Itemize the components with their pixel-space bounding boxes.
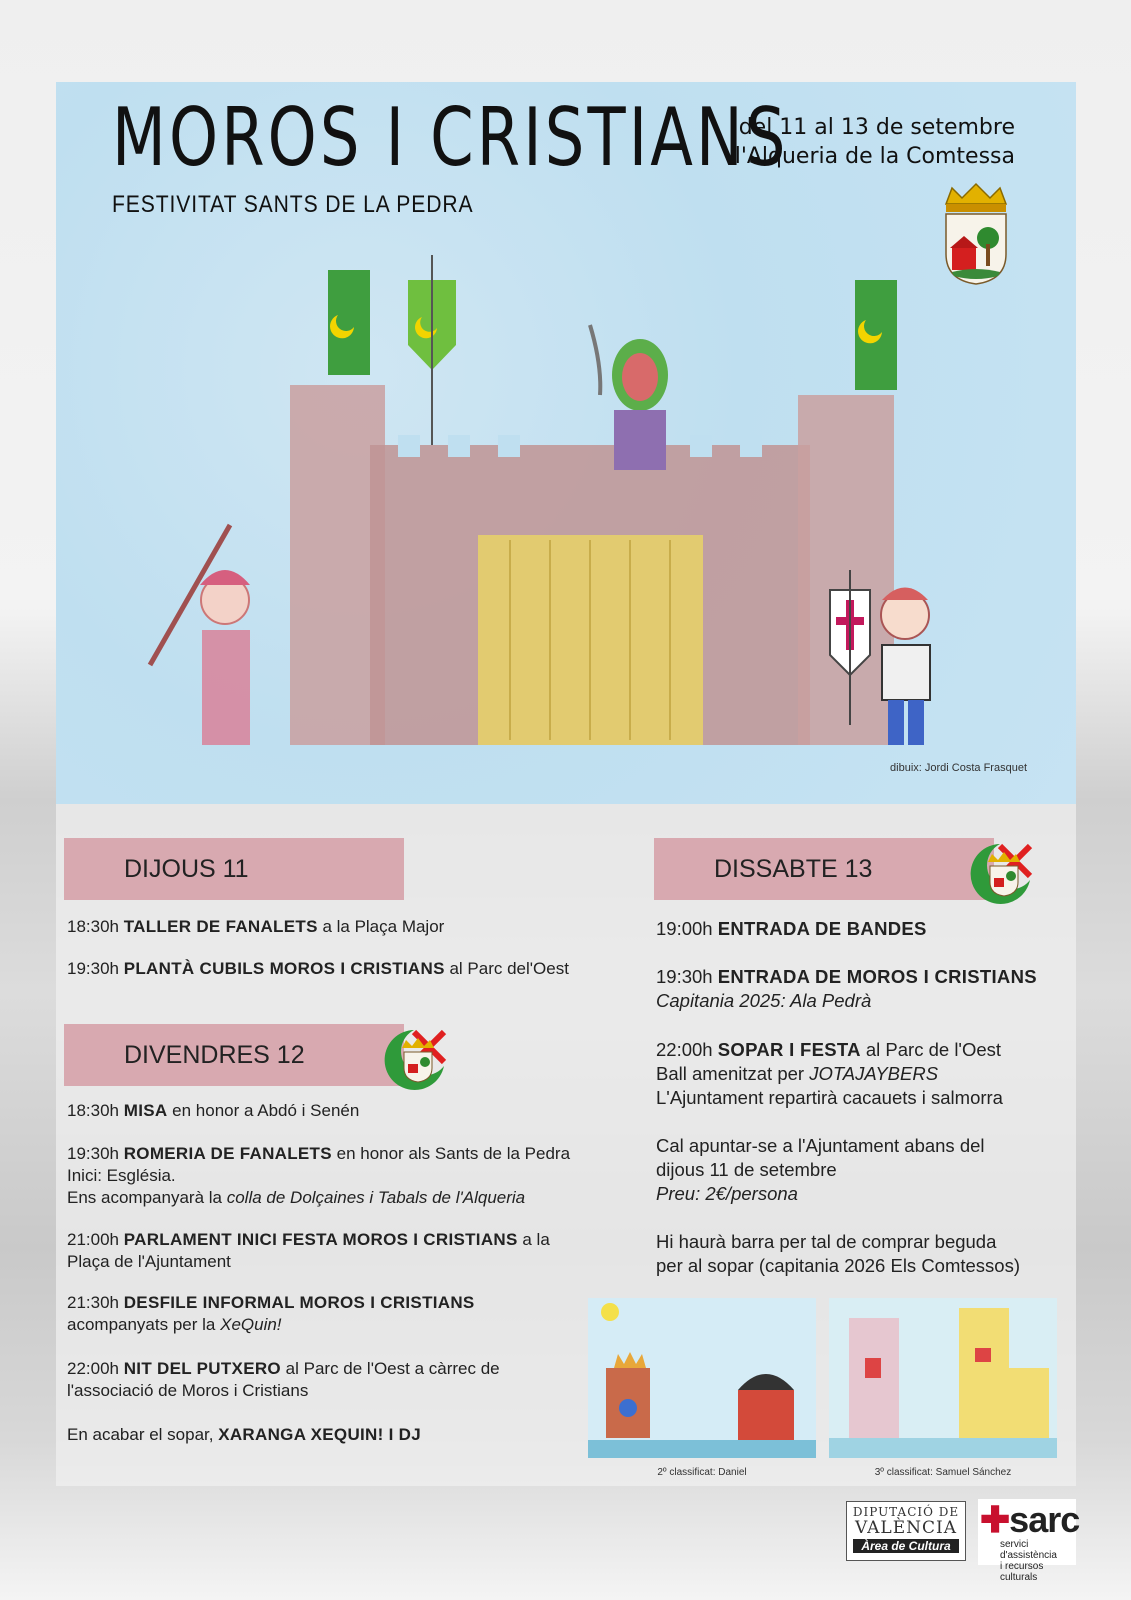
day-header-friday: DIVENDRES 12 xyxy=(64,1024,404,1086)
dip-line-1: DIPUTACIÓ DE xyxy=(852,1505,960,1519)
poster-subtitle: FESTIVITAT SANTS DE LA PEDRA xyxy=(112,191,474,218)
caption-third-place: 3º classificat: Samuel Sánchez xyxy=(874,1467,1012,1478)
sarc-logo xyxy=(978,1499,1080,1583)
sarc-mark: ✚sarc xyxy=(980,1499,1080,1540)
day-header-thursday: DIJOUS 11 xyxy=(64,838,404,900)
event-misa: 18:30h MISA en honor a Abdó i Senén xyxy=(67,1101,360,1120)
castle-illustration xyxy=(130,245,1010,775)
association-emblem-icon xyxy=(966,838,1036,908)
sarc-tagline: servici d'assistència i recursos culturals xyxy=(1000,1539,1057,1583)
place-line: l'Alqueria de la Comtessa xyxy=(734,144,1015,169)
christian-figure-left xyxy=(150,525,250,745)
drawing-thumbnail-third xyxy=(829,1298,1057,1458)
event-entrada-moros-cristians: 19:30h ENTRADA DE MOROS I CRISTIANS Capitania 2025: Ala Pedrà xyxy=(656,966,1037,1011)
event-nit-putxero: 22:00h NIT DEL PUTXERO al Parc de l'Oest a càrrec de l'associació de Moros i Cristians xyxy=(67,1359,500,1400)
date-line: del 11 al 13 de setembre xyxy=(738,115,1015,140)
association-emblem-icon xyxy=(380,1024,450,1094)
event-entrada-bandes: 19:00h ENTRADA DE BANDES xyxy=(656,918,927,939)
right-tower xyxy=(798,395,894,745)
date-place-block xyxy=(735,113,1015,171)
event-taller-fanalets: 18:30h TALLER DE FANALETS a la Plaça Major xyxy=(67,917,445,936)
day-header-saturday: DISSABTE 13 xyxy=(654,838,994,900)
note-bar: Hi haurà barra per tal de comprar beguda per al sopar (capitania 2026 Els Comtessos) xyxy=(656,1231,1021,1276)
diputacio-valencia-logo xyxy=(846,1501,966,1561)
poster-title: MOROS I CRISTIANS xyxy=(112,91,789,184)
note-registration: Cal apuntar-se a l'Ajuntament abans del dijous 11 de setembre Preu: 2€/persona xyxy=(656,1135,985,1204)
drawing-thumbnail-second xyxy=(588,1298,816,1458)
dip-line-3: Àrea de Cultura xyxy=(853,1539,959,1553)
event-xaranga: En acabar el sopar, XARANGA XEQUIN! I DJ xyxy=(67,1425,421,1444)
event-romeria-fanalets: 19:30h ROMERIA DE FANALETS en honor als Sants de la Pedra Inici: Església. Ens acompanyarà la colla de Dolçaines i Tabals de l'Alqueria xyxy=(67,1144,571,1207)
drawing-credit: dibuix: Jordi Costa Frasquet xyxy=(890,762,1027,774)
event-parlament: 21:00h PARLAMENT INICI FESTA MOROS I CRISTIANS a la Plaça de l'Ajuntament xyxy=(67,1230,550,1271)
event-desfile: 21:30h DESFILE INFORMAL MOROS I CRISTIANS acompanyats per la XeQuin! xyxy=(67,1293,475,1334)
dip-line-2: VALÈNCIA xyxy=(855,1518,957,1538)
caption-second-place: 2º classificat: Daniel xyxy=(657,1467,747,1478)
event-sopar-festa: 22:00h SOPAR I FESTA al Parc de l'Oest Ball amenitzat per JOTAJAYBERS L'Ajuntament repartirà cacauets i salmorra xyxy=(656,1039,1003,1108)
event-planta-cubils: 19:30h PLANTÀ CUBILS MOROS I CRISTIANS al Parc del'Oest xyxy=(67,959,569,978)
